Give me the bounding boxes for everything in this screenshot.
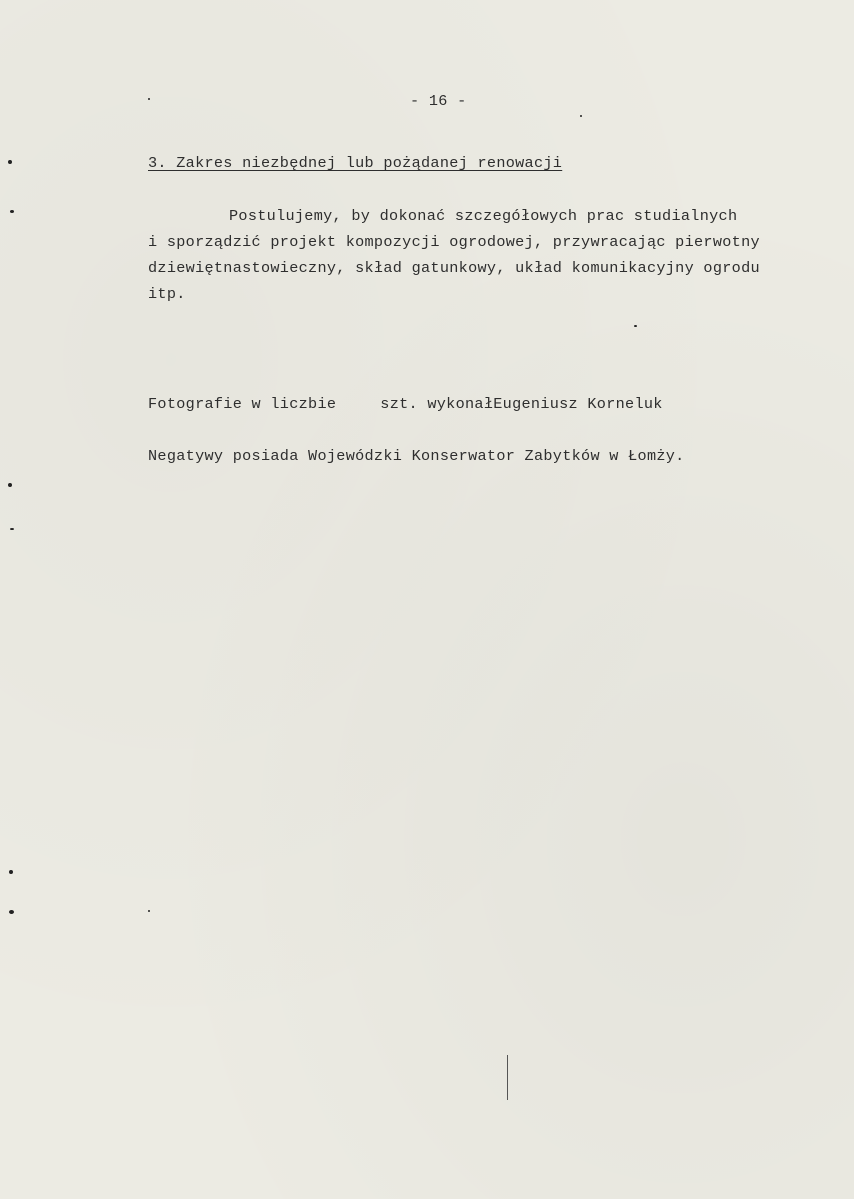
scan-speck: [8, 483, 12, 487]
photos-note-suffix: szt. wykonałEugeniusz Korneluk: [380, 395, 663, 413]
scan-speck: [634, 325, 637, 327]
paragraph-line: itp.: [148, 285, 186, 303]
scan-speck: [148, 910, 150, 912]
photos-note-prefix: Fotografie w liczbie: [148, 395, 337, 413]
page-number: - 16 -: [410, 92, 467, 110]
scan-speck: [10, 528, 14, 530]
scan-speck: [8, 160, 12, 164]
section-heading: 3. Zakres niezbędnej lub pożądanej renowacji: [148, 154, 563, 172]
scan-speck: [9, 870, 13, 874]
scan-speck: [580, 115, 582, 117]
negatives-note: Negatywy posiada Wojewódzki Konserwator Zabytków w Łomży.: [148, 447, 685, 465]
paragraph-line: dziewiętnastowieczny, skład gatunkowy, układ komunikacyjny ogrodu: [148, 259, 760, 277]
scan-mark: [507, 1055, 508, 1100]
photos-note: [148, 397, 663, 412]
paragraph-line: i sporządzić projekt kompozycji ogrodowej, przywracając pierwotny: [148, 233, 760, 251]
scan-speck: [9, 910, 14, 914]
paragraph-line: Postulujemy, by dokonać szczegółowych prac studialnych: [229, 207, 738, 225]
scan-speck: [148, 98, 150, 100]
scan-speck: [10, 210, 14, 213]
